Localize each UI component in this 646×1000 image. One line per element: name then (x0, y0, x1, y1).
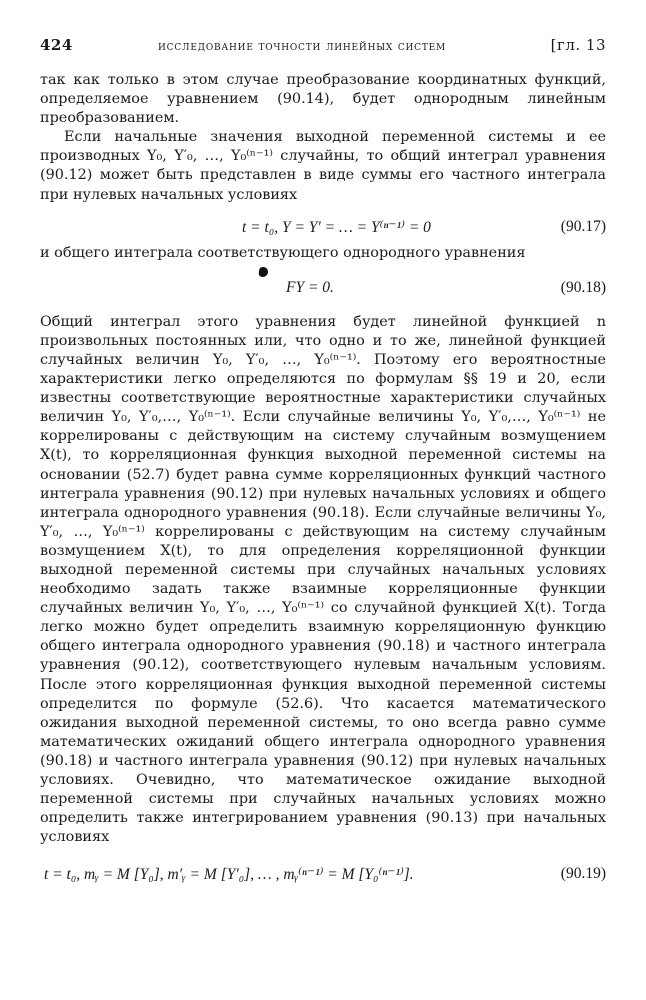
paragraph-1: так как только в этом случае преобразование координатных функций, определяемое уравнением (90.14), будет однородным линейным преобразованием. (40, 72, 606, 127)
running-title: исследование точности линейных систем (158, 38, 447, 53)
ink-blot-mark (257, 266, 269, 278)
running-header (40, 36, 606, 60)
equation-90-18 (40, 271, 606, 305)
paragraph-4: Общий интеграл этого уравнения будет линейной функцией n произвольных постоянных или, что одно и то же, линейной функцией случайных величин Y₀, Y′₀, …, Y₀⁽ⁿ⁻¹⁾. Поэтому его вероятностные характеристики легко определяются по формулам §§ 19 и 20, если известны соответствующие вероятностные характеристики случайных величин Y₀, Y′₀,…, Y₀⁽ⁿ⁻¹⁾. Если случайные величины Y₀, Y′₀,…, Y₀⁽ⁿ⁻¹⁾ не коррелированы с действующим на систему случайным возмущением X(t), то корреляционная функция выходной переменной системы на основании (52.7) будет равна сумме корреляционных функций частного интеграла уравнения (90.12) при нулевых начальных условиях и общего интеграла однородного уравнения (90.18). Если случайные величины Y₀, Y′₀, …, Y₀⁽ⁿ⁻¹⁾ коррелированы с действующим на систему случайным возмущением X(t), то для определения корреляционной функции выходной переменной системы при случайных начальных условиях необходимо задать также взаимные корреляционные функции случайных величин Y₀, Y′₀, …, Y₀⁽ⁿ⁻¹⁾ со случайной функцией X(t). Тогда легко можно будет определить взаимную корреляционную функцию общего интеграла однородного уравнения (90.18) и частного интеграла уравнения (90.12), соответствующего нулевым начальным условиям. После этого корреляционная функция выходной переменной системы определится по формуле (52.6). Что касается математического ожидания выходной переменной системы, то оно всегда равно сумме математических ожиданий общего интеграла однородного уравнения (90.18) и частного интеграла уравнения (90.12) при нулевых начальных условиях. Очевидно, что математическое ожидание выходной переменной системы при случайных начальных условиях можно определить также интегрированием уравнения (90.13) при начальных условиях (40, 313, 606, 846)
equation-90-18-number: (90.18) (560, 278, 606, 296)
equation-90-19-number: (90.19) (560, 865, 606, 883)
equation-90-17-expression: t = t₀, Y = Y′ = … = Y⁽ⁿ⁻¹⁾ = 0 (242, 218, 431, 236)
paragraph-2: Если начальные значения выходной переменной системы и ее производных Y₀, Y′₀, …, Y₀⁽ⁿ⁻¹⁾ случайны, то общий интеграл уравнения (90.12) может быть представлен в виде суммы его частного интеграла при нулевых начальных условиях (40, 129, 606, 203)
equation-90-17 (40, 210, 606, 244)
equation-90-19-expression: t = t₀, mᵧ = M [Y₀], m′ᵧ = M [Y′₀], … , mᵧ⁽ⁿ⁻¹⁾ = M [Y₀⁽ⁿ⁻¹⁾]. (44, 866, 414, 884)
paragraph-3: и общего интеграла соответствующего однородного уравнения (40, 244, 526, 261)
page-number: 424 (40, 36, 73, 54)
equation-90-19 (40, 857, 606, 891)
book-page (40, 36, 606, 891)
equation-90-18-expression: FY = 0. (286, 278, 334, 296)
equation-90-17-number: (90.17) (560, 217, 606, 235)
chapter-label: [гл. 13 (550, 36, 606, 54)
